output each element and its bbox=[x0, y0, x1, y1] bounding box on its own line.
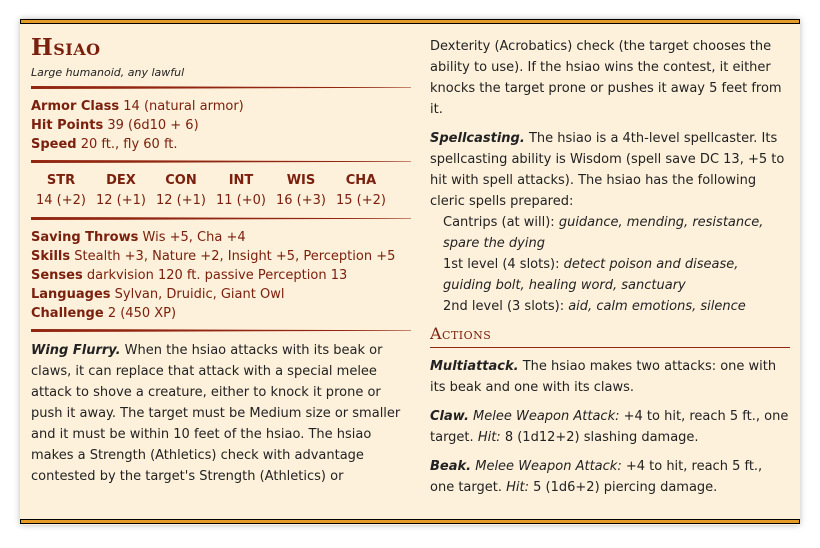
ability-score: 15 (+2) bbox=[336, 193, 386, 208]
hit-label: Hit: bbox=[477, 430, 501, 445]
hit-points-label: Hit Points bbox=[31, 118, 104, 133]
armor-class-label: Armor Class bbox=[31, 99, 120, 114]
ability-score: 12 (+1) bbox=[156, 193, 206, 208]
spell-list: guidance, mending, resistance, spare the dying bbox=[443, 215, 764, 251]
senses-value: darkvision 120 ft. passive Perception 13 bbox=[86, 268, 348, 283]
saving-throws bbox=[31, 228, 411, 247]
action-title: Beak. bbox=[430, 459, 472, 474]
divider bbox=[31, 329, 411, 332]
trait-wing-flurry-continued bbox=[430, 36, 790, 120]
spell-list-level1 bbox=[430, 254, 790, 296]
attack-type: Melee Weapon Attack: bbox=[473, 409, 620, 424]
action-title: Claw. bbox=[430, 409, 469, 424]
ability-score: 16 (+3) bbox=[276, 193, 326, 208]
hit-points-value: 39 (6d10 + 6) bbox=[107, 118, 199, 133]
ability-scores bbox=[31, 171, 391, 211]
top-border-bar bbox=[20, 19, 800, 24]
attack-type: Melee Weapon Attack: bbox=[475, 459, 622, 474]
trait-spellcasting bbox=[430, 128, 790, 317]
ability-score: 14 (+2) bbox=[36, 193, 86, 208]
ability-wis bbox=[271, 171, 331, 211]
trait-text: The hsiao is a 4th-level spellcaster. Its spellcasting ability is Wisdom (spell save DC 13, +5 to hit with spell attacks). The hsiao has the following cleric spells prepared: bbox=[430, 131, 785, 209]
armor-class-value: 14 (natural armor) bbox=[123, 99, 244, 114]
speed-label: Speed bbox=[31, 137, 77, 152]
divider bbox=[31, 160, 411, 163]
trait-title: Wing Flurry. bbox=[31, 343, 121, 358]
ability-int bbox=[211, 171, 271, 211]
ability-name: CHA bbox=[345, 173, 377, 188]
action-beak bbox=[430, 456, 790, 498]
speed-value: 20 ft., fly 60 ft. bbox=[80, 137, 178, 152]
attack-text: +4 to hit, reach 5 ft., one target. bbox=[430, 409, 789, 445]
hit-label: Hit: bbox=[506, 480, 529, 495]
ability-score: 12 (+1) bbox=[96, 193, 146, 208]
ability-dex bbox=[91, 171, 151, 211]
spell-level-label: Cantrips (at will): bbox=[443, 215, 555, 230]
challenge bbox=[31, 304, 411, 323]
spell-list-level2 bbox=[430, 296, 790, 317]
skills bbox=[31, 247, 411, 266]
speed bbox=[31, 135, 411, 154]
monster-type: Large humanoid, any lawful bbox=[31, 66, 185, 79]
trait-title: Spellcasting. bbox=[430, 131, 525, 146]
hit-points bbox=[31, 116, 411, 135]
ability-str bbox=[31, 171, 91, 211]
bottom-border-bar bbox=[20, 519, 800, 524]
armor-class bbox=[31, 97, 411, 116]
spell-list: aid, calm emotions, silence bbox=[568, 299, 746, 314]
ability-name: STR bbox=[46, 173, 76, 188]
senses-label: Senses bbox=[31, 268, 83, 283]
saving-throws-label: Saving Throws bbox=[31, 230, 139, 245]
challenge-label: Challenge bbox=[31, 306, 104, 321]
spell-list-cantrips bbox=[430, 212, 790, 254]
skills-label: Skills bbox=[31, 249, 71, 264]
damage-text: 8 (1d12+2) slashing damage. bbox=[504, 430, 699, 445]
monster-name: Hsiao bbox=[31, 34, 101, 61]
action-multiattack bbox=[430, 356, 790, 398]
languages-value: Sylvan, Druidic, Giant Owl bbox=[114, 287, 285, 302]
saving-throws-value: Wis +5, Cha +4 bbox=[142, 230, 246, 245]
action-text: The hsiao makes two attacks: one with its beak and one with its claws. bbox=[430, 359, 777, 395]
right-column bbox=[430, 36, 790, 506]
spell-level-label: 1st level (4 slots): bbox=[443, 257, 560, 272]
trait-wing-flurry bbox=[31, 340, 411, 487]
languages-label: Languages bbox=[31, 287, 111, 302]
senses bbox=[31, 266, 411, 285]
divider bbox=[31, 86, 411, 89]
ability-cha bbox=[331, 171, 391, 211]
ability-name: WIS bbox=[286, 173, 316, 188]
trait-text-continued: Dexterity (Acrobatics) check (the target chooses the ability to use). If the hsiao wins the contest, it either knocks the target prone or pushes it away 5 feet from it. bbox=[430, 39, 782, 117]
attack-text: +4 to hit, reach 5 ft., one target. bbox=[430, 459, 763, 495]
skills-value: Stealth +3, Nature +2, Insight +5, Perception +5 bbox=[74, 249, 396, 264]
action-title: Multiattack. bbox=[430, 359, 519, 374]
damage-text: 5 (1d6+2) piercing damage. bbox=[533, 480, 718, 495]
spell-list: detect poison and disease, guiding bolt, healing word, sanctuary bbox=[443, 257, 739, 293]
action-claw bbox=[430, 406, 790, 448]
ability-name: DEX bbox=[106, 173, 136, 188]
challenge-value: 2 (450 XP) bbox=[107, 306, 177, 321]
trait-text: When the hsiao attacks with its beak or claws, it can replace that attack with a special melee attack to shove a creature, either to knock it prone or push it away. The target must be Medium size or smaller and it must be within 10 feet of the hsiao. The hsiao makes a Strength (Athletics) check with advantage contested by the target's Strength (Athletics) or bbox=[31, 343, 401, 484]
left-column bbox=[31, 32, 411, 487]
languages bbox=[31, 285, 411, 304]
ability-name: CON bbox=[165, 173, 197, 188]
actions-heading: Actions bbox=[430, 323, 790, 348]
ability-con bbox=[151, 171, 211, 211]
ability-score: 11 (+0) bbox=[216, 193, 266, 208]
divider bbox=[31, 217, 411, 220]
spell-level-label: 2nd level (3 slots): bbox=[443, 299, 565, 314]
ability-name: INT bbox=[228, 173, 254, 188]
